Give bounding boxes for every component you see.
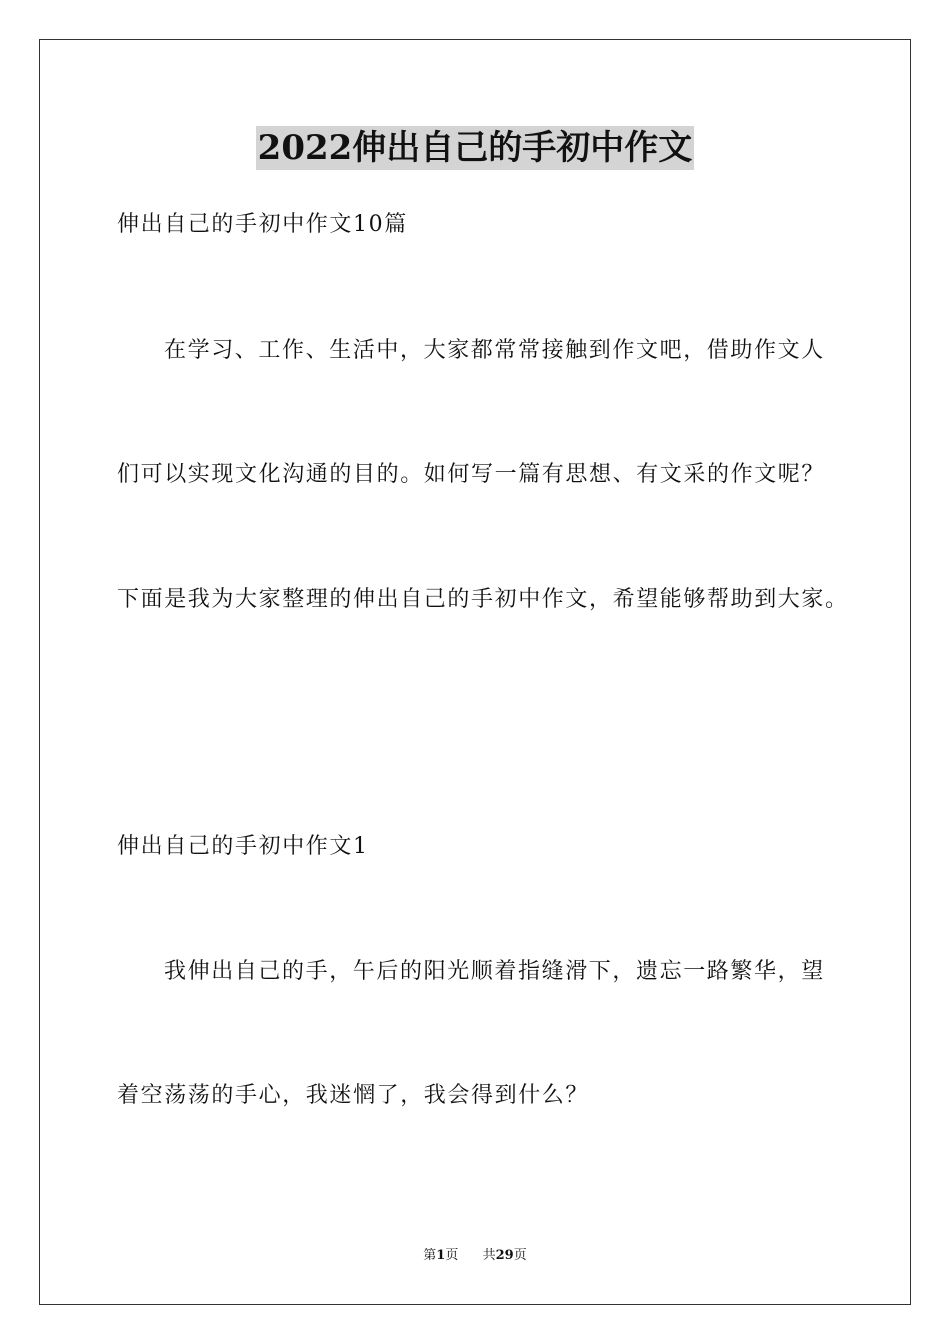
intro-line-3: 下面是我为大家整理的伸出自己的手初中作文，希望能够帮助到大家。: [117, 587, 849, 612]
document-title: 2022伸出自己的手初中作文: [257, 128, 693, 168]
intro-line-1: 在学习、工作、生活中，大家都常常接触到作文吧，借助作文人: [164, 338, 825, 363]
page-number: 1: [436, 1248, 446, 1263]
intro-line-2: 们可以实现文化沟通的目的。如何写一篇有思想、有文采的作文呢？: [117, 462, 826, 487]
page-footer: [0, 1247, 950, 1265]
total-prefix: 共: [482, 1248, 496, 1263]
body-line-1: 我伸出自己的手，午后的阳光顺着指缝滑下，遗忘一路繁华，望: [164, 959, 825, 984]
title-container: [0, 126, 950, 170]
page-prefix: 第: [423, 1248, 437, 1263]
total-pages: 29: [495, 1248, 514, 1263]
body-line-2: 着空荡荡的手心，我迷惘了，我会得到什么？: [117, 1083, 590, 1108]
section-heading: 伸出自己的手初中作文1: [117, 834, 369, 859]
page-suffix: 页: [445, 1248, 459, 1263]
document-subtitle: 伸出自己的手初中作文10篇: [117, 212, 408, 237]
total-suffix: 页: [513, 1248, 527, 1263]
